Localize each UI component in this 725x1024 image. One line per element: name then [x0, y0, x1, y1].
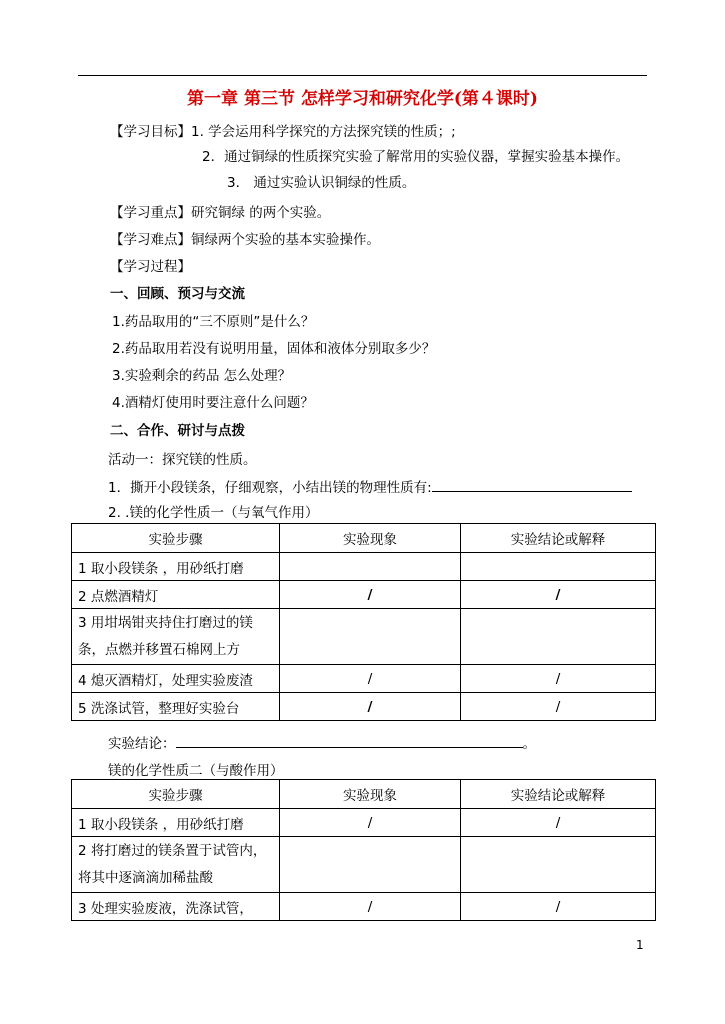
- phenomenon-cell[interactable]: [280, 609, 461, 665]
- conclusion-cell[interactable]: [461, 553, 656, 581]
- header-conclusion: 实验结论或解释: [461, 524, 656, 553]
- chem-property-1-caption: 2. .镁的化学性质一（与氧气作用）: [108, 505, 319, 521]
- difficulty-label: 【学习难点】: [110, 232, 191, 248]
- physical-property-blank[interactable]: [432, 478, 632, 492]
- conclusion-cell: /: [461, 581, 656, 609]
- key-point-text: 研究铜绿 的两个实验。: [191, 205, 331, 221]
- question-3: 3.实验剩余的药品 怎么处理？: [112, 368, 292, 384]
- phenomenon-cell: /: [280, 893, 461, 921]
- question-1: 1.药品取用的“三不原则”是什么？: [112, 314, 315, 330]
- key-point: [110, 201, 330, 221]
- conclusion-cell: /: [461, 693, 656, 721]
- header-phenomenon: 实验现象: [280, 780, 461, 809]
- conclusion-cell: /: [461, 665, 656, 693]
- step-cell: 2 将打磨过的镁条置于试管内，将其中逐滴滴加稀盐酸: [72, 837, 280, 893]
- header-step: 实验步骤: [72, 780, 280, 809]
- objectives-label: 【学习目标】: [110, 124, 191, 140]
- physical-property-text: 1．撕开小段镁条，仔细观察，小结出镁的物理性质有:: [108, 480, 432, 496]
- phenomenon-cell: /: [280, 581, 461, 609]
- phenomenon-cell[interactable]: [280, 553, 461, 581]
- chem-property-2-caption: 镁的化学性质二（与酸作用）: [108, 763, 284, 779]
- section1-heading: 一、回顾、预习与交流: [110, 286, 245, 302]
- header-rule: [78, 75, 647, 76]
- section2-heading: 二、合作、研讨与点拨: [110, 423, 245, 439]
- page-number: 1: [636, 938, 644, 952]
- difficulty-text: 铜绿两个实验的基本实验操作。: [191, 232, 380, 248]
- objective-2: 2．通过铜绿的性质探究实验了解常用的实验仪器，掌握实验基本操作。: [202, 149, 630, 165]
- conclusion-cell[interactable]: [461, 609, 656, 665]
- magnesium-oxygen-table: [71, 523, 656, 721]
- table-header-row: [72, 524, 656, 553]
- step-cell: 2 点燃酒精灯: [72, 581, 280, 609]
- table-row: [72, 553, 656, 581]
- conclusion-label: 实验结论：: [108, 736, 176, 752]
- step-cell: 5 洗涤试管，整理好实验台: [72, 693, 280, 721]
- header-step: 实验步骤: [72, 524, 280, 553]
- objective-1: 1. 学会运用科学探究的方法探究镁的性质；;: [191, 124, 456, 140]
- header-conclusion: 实验结论或解释: [461, 780, 656, 809]
- objectives-line1: [110, 120, 456, 140]
- question-2: 2.药品取用若没有说明用量，固体和液体分别取多少？: [112, 341, 436, 357]
- table-row: [72, 581, 656, 609]
- phenomenon-cell[interactable]: [280, 837, 461, 893]
- key-point-label: 【学习重点】: [110, 205, 191, 221]
- step-cell: 1 取小段镁条 ，用砂纸打磨: [72, 553, 280, 581]
- magnesium-acid-table: [71, 779, 656, 921]
- step-cell: 4 熄灭酒精灯，处理实验废渣: [72, 665, 280, 693]
- step-cell: 3 处理实验废液，洗涤试管，: [72, 893, 280, 921]
- experiment-conclusion-line: [108, 732, 536, 752]
- phenomenon-cell: /: [280, 693, 461, 721]
- table-row: [72, 665, 656, 693]
- table-row: [72, 837, 656, 893]
- table-row: [72, 809, 656, 837]
- conclusion-end: 。: [522, 736, 536, 752]
- header-phenomenon: 实验现象: [280, 524, 461, 553]
- difficulty: [110, 228, 380, 248]
- page-title: 第一章 第三节 怎样学习和研究化学(第４课时): [187, 89, 538, 109]
- conclusion-blank[interactable]: [176, 734, 523, 748]
- conclusion-cell: /: [461, 893, 656, 921]
- question-4: 4.酒精灯使用时要注意什么问题？: [112, 395, 314, 411]
- phenomenon-cell: /: [280, 809, 461, 837]
- process-label: 【学习过程】: [110, 259, 191, 275]
- table-row: [72, 609, 656, 665]
- step-cell: 1 取小段镁条 ，用砂纸打磨: [72, 809, 280, 837]
- step-cell: 3 用坩埚钳夹持住打磨过的镁条，点燃并移置石棉网上方: [72, 609, 280, 665]
- phenomenon-cell: /: [280, 665, 461, 693]
- conclusion-cell[interactable]: [461, 837, 656, 893]
- objective-3: 3． 通过实验认识铜绿的性质。: [227, 175, 416, 191]
- table-row: [72, 893, 656, 921]
- table-header-row: [72, 780, 656, 809]
- conclusion-cell: /: [461, 809, 656, 837]
- activity-1: 活动一：探究镁的性质。: [108, 452, 257, 468]
- table-row: [72, 693, 656, 721]
- physical-property-line: [108, 476, 632, 496]
